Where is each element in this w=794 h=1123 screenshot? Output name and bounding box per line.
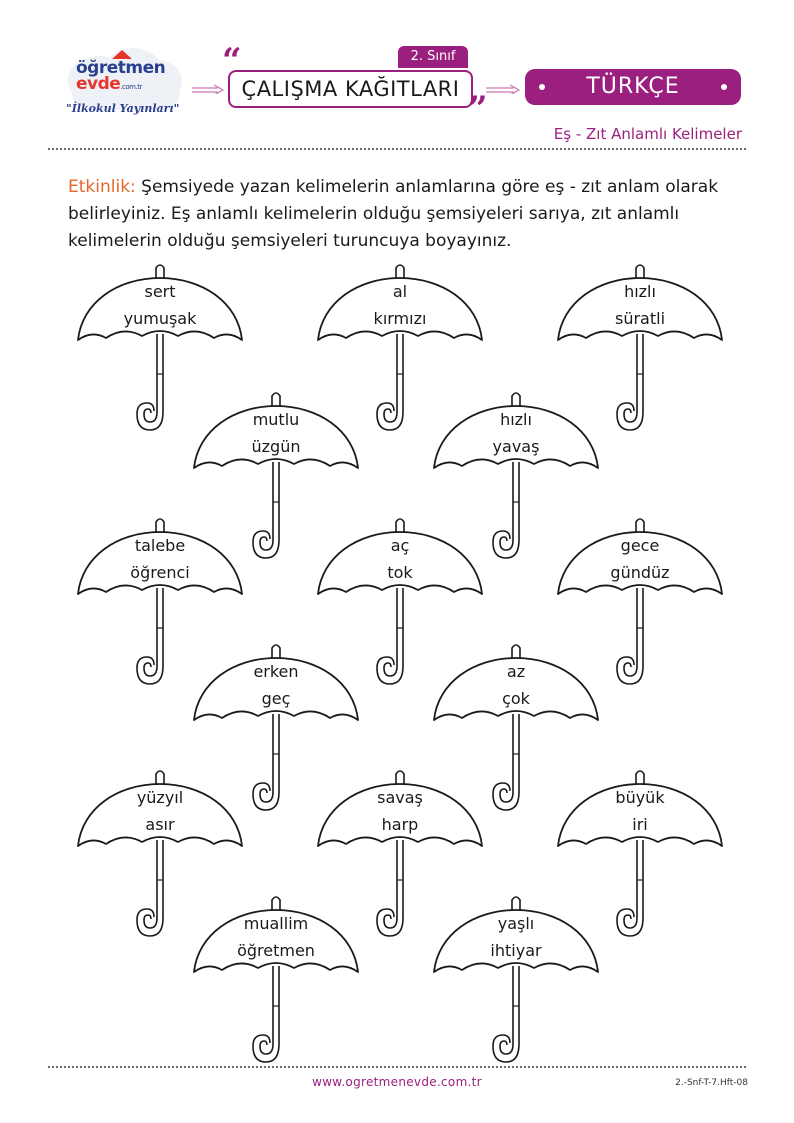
umbrella-word-2: yumuşak xyxy=(123,309,197,328)
umbrella-word-2: öğretmen xyxy=(237,941,315,960)
umbrella-word-1: hızlı xyxy=(500,410,532,429)
umbrella-card xyxy=(190,894,362,1064)
umbrella-word-1: aç xyxy=(390,536,410,555)
arrow-right-icon xyxy=(190,84,226,94)
umbrella-word-1: al xyxy=(392,282,408,301)
bullet-dot-icon xyxy=(721,84,727,90)
topic-title: Eş - Zıt Anlamlı Kelimeler xyxy=(553,125,742,143)
umbrella-word-1: savaş xyxy=(377,788,423,807)
logo-subtitle: "İlkokul Yayınları" xyxy=(66,102,180,115)
umbrella-word-2: asır xyxy=(145,815,175,834)
footer-divider xyxy=(48,1066,746,1068)
umbrella-word-2: üzgün xyxy=(251,437,301,456)
logo xyxy=(62,46,188,126)
subject-title: TÜRKÇE xyxy=(586,74,680,99)
header-divider xyxy=(48,148,746,150)
umbrella-word-2: öğrenci xyxy=(130,563,190,582)
umbrella-word-1: az xyxy=(506,662,526,681)
umbrella-word-2: iri xyxy=(632,815,648,834)
umbrella-word-2: ihtiyar xyxy=(490,941,542,960)
umbrella-word-2: süratli xyxy=(614,309,666,328)
arrow-right-icon xyxy=(484,84,522,94)
subject-banner xyxy=(525,69,741,105)
umbrella-word-1: büyük xyxy=(615,788,665,807)
umbrella-word-2: yavaş xyxy=(492,437,540,456)
umbrella-word-1: mutlu xyxy=(252,410,300,429)
footer-code: 2.-Snf-T-7.Hft-08 xyxy=(675,1078,748,1088)
umbrella-word-2: çok xyxy=(502,689,530,708)
umbrella-word-1: yüzyıl xyxy=(136,788,184,807)
close-quote-icon: ” xyxy=(468,89,488,129)
umbrella-word-1: muallim xyxy=(243,914,309,933)
umbrella-word-1: yaşlı xyxy=(497,914,535,933)
umbrella-word-2: kırmızı xyxy=(373,309,427,328)
umbrella-word-1: talebe xyxy=(134,536,186,555)
grade-badge: 2. Sınıf xyxy=(398,46,468,68)
umbrella-word-1: gece xyxy=(620,536,660,555)
instruction-label: Etkinlik: xyxy=(68,177,136,197)
umbrella-word-1: erken xyxy=(253,662,299,681)
logo-word-ogretmen: öğretmen xyxy=(76,58,166,78)
instruction xyxy=(68,174,728,255)
open-quote-icon: “ xyxy=(222,41,242,81)
instruction-text: Şemsiyede yazan kelimelerin anlamlarına göre eş - zıt anlam olarak belirleyiniz. Eş anlamlı kelimelerin olduğu şemsiyeleri sarıya, zıt anlamlı kelimelerin olduğu şemsiyeleri turuncuya boyayınız. xyxy=(68,177,719,251)
umbrella-word-1: hızlı xyxy=(624,282,656,301)
footer-url[interactable]: www.ogretmenevde.com.tr xyxy=(312,1075,482,1089)
umbrella-word-2: tok xyxy=(387,563,413,582)
umbrella-word-2: harp xyxy=(381,815,419,834)
title-box xyxy=(228,70,473,108)
umbrella-word-2: geç xyxy=(261,689,291,708)
umbrella-word-1: sert xyxy=(144,282,176,301)
umbrella-word-2: gündüz xyxy=(610,563,670,582)
page-title: ÇALIŞMA KAĞITLARI xyxy=(241,77,460,101)
logo-word-evde: evde.com.tr xyxy=(76,74,142,95)
umbrella-card xyxy=(430,894,602,1064)
